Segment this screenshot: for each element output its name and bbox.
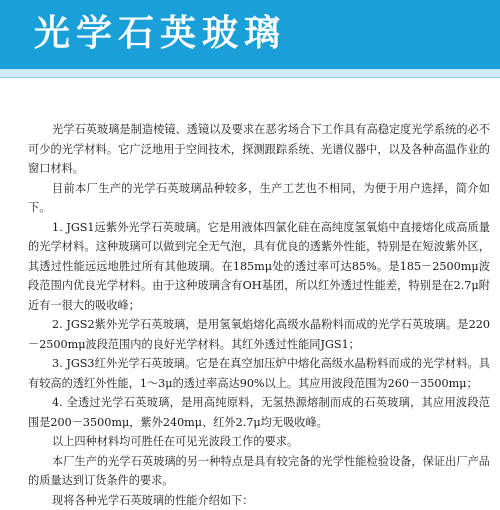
page-title: 光学石英玻璃 <box>34 12 286 56</box>
paragraph-overview: 目前本厂生产的光学石英玻璃品种较多，生产工艺也不相同，为便于用户选择，简介如下。 <box>28 179 490 218</box>
paragraph-jgs1: 1. JGS1远紫外光学石英玻璃。它是用液体四氯化硅在高纯度氢氧焰中直接熔化成高质量的光学材料。这种玻璃可以做到完全无气泡，具有优良的透紫外性能，特别是在短波紫外区，其透过性能远远地胜过所有其他玻璃。在185mμ处的透过率可达85%。是185－2500mμ波段范围内优良光学材料。由于这种玻璃含有OH基团，所以红外透过性能差，特别是在2.7μ附近有一很大的吸收峰； <box>28 218 490 316</box>
banner-divider <box>0 77 500 78</box>
paragraph-jgs2: 2. JGS2紫外光学石英玻璃，是用氢氧焰熔化高级水晶粉料而成的光学石英玻璃。是220－2500mμ波段范围内的良好光学材料。其红外透过性能同JGS1； <box>28 315 490 354</box>
paragraph-performance-intro: 现将各种光学石英玻璃的性能介绍如下： <box>28 491 490 510</box>
paragraph-jgs3: 3. JGS3红外光学石英玻璃。它是在真空加压炉中熔化高级水晶粉料而成的光学材料。具有较高的透红外性能，1～3μ的透过率高达90%以上。其应用波段范围为260－3500mμ； <box>28 354 490 393</box>
banner-stripe <box>0 69 500 77</box>
paragraph-quality: 本厂生产的光学石英玻璃的另一种特点是具有较完备的光学性能检验设备，保证出厂产品的质量达到订货条件的要求。 <box>28 452 490 491</box>
title-banner <box>0 0 500 69</box>
paragraph-visible-band: 以上四种材料均可胜任在可见光波段工作的要求。 <box>28 432 490 452</box>
paragraph-full-transmission: 4. 全透过光学石英玻璃，是用高纯原料，无氢热源熔制而成的石英玻璃，其应用波段范围是200－3500mμ，紫外240mμ、红外2.7μ均无吸收峰。 <box>28 393 490 432</box>
body-text <box>28 120 490 510</box>
paragraph-intro: 光学石英玻璃是制造棱镜、透镜以及要求在恶劣场合下工作具有高稳定度光学系统的必不可少的光学材料。它广泛地用于空间技术，探测跟踪系统、光谱仪器中，以及各种高温作业的窗口材料。 <box>28 120 490 179</box>
